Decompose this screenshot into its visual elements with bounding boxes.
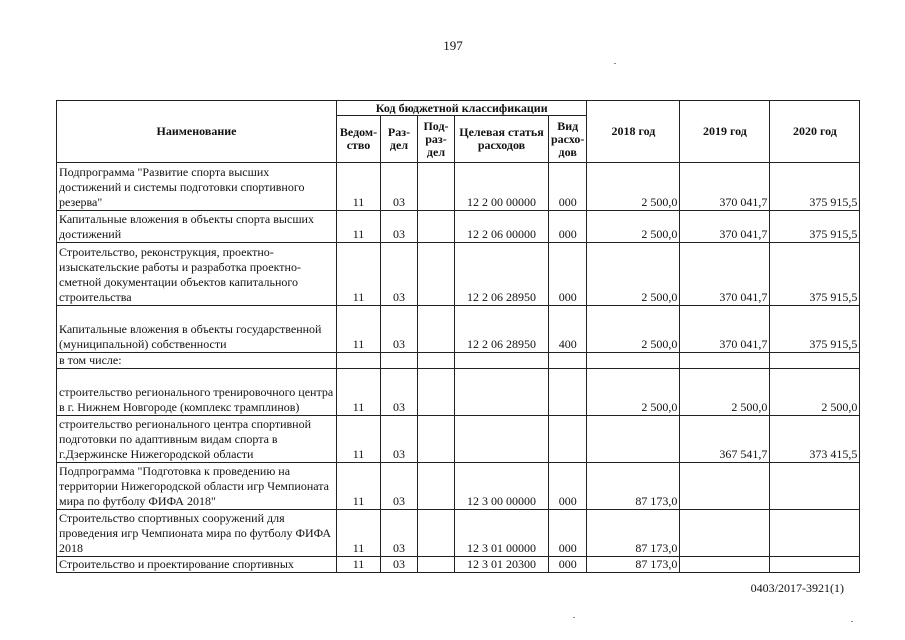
row-podrazdel bbox=[418, 369, 455, 416]
row-podrazdel bbox=[418, 211, 455, 243]
row-vedomstvo: 11 bbox=[337, 243, 381, 306]
header-vedomstvo: Ведом-ство bbox=[337, 116, 381, 163]
document-code: 0403/2017-3921(1) bbox=[750, 581, 844, 595]
row-value-2019: 370 041,7 bbox=[680, 211, 770, 243]
row-vid-rashodov: 400 bbox=[549, 306, 587, 353]
row-value-2020: 375 915,5 bbox=[770, 163, 860, 211]
scan-speck bbox=[851, 621, 853, 622]
row-vedomstvo: 11 bbox=[337, 557, 381, 573]
row-podrazdel bbox=[418, 163, 455, 211]
row-celevaya-statya: 12 3 01 20300 bbox=[455, 557, 549, 573]
header-razdel: Раз-дел bbox=[381, 116, 418, 163]
row-name: Строительство, реконструкция, проектно-изыскательские работы и разработка проектно-сметной документации объектов капитального строительства bbox=[57, 243, 337, 306]
row-podrazdel bbox=[418, 557, 455, 573]
row-value-2020 bbox=[770, 353, 860, 369]
row-podrazdel bbox=[418, 463, 455, 510]
row-value-2020 bbox=[770, 557, 860, 573]
row-razdel: 03 bbox=[381, 369, 418, 416]
row-value-2020: 375 915,5 bbox=[770, 211, 860, 243]
row-podrazdel bbox=[418, 306, 455, 353]
row-value-2018: 2 500,0 bbox=[587, 211, 680, 243]
row-vedomstvo bbox=[337, 353, 381, 369]
row-value-2019: 370 041,7 bbox=[680, 243, 770, 306]
row-razdel: 03 bbox=[381, 510, 418, 557]
row-razdel bbox=[381, 353, 418, 369]
row-razdel: 03 bbox=[381, 306, 418, 353]
row-value-2019: 367 541,7 bbox=[680, 416, 770, 463]
table-row bbox=[57, 369, 860, 416]
row-vedomstvo: 11 bbox=[337, 211, 381, 243]
table-header bbox=[57, 101, 860, 163]
row-celevaya-statya: 12 3 00 00000 bbox=[455, 463, 549, 510]
table-row bbox=[57, 416, 860, 463]
row-vid-rashodov: 000 bbox=[549, 243, 587, 306]
row-value-2018: 2 500,0 bbox=[587, 163, 680, 211]
row-value-2019: 370 041,7 bbox=[680, 163, 770, 211]
row-razdel: 03 bbox=[381, 243, 418, 306]
row-vid-rashodov: 000 bbox=[549, 211, 587, 243]
header-podrazdel: Под-раз-дел bbox=[418, 116, 455, 163]
row-razdel: 03 bbox=[381, 557, 418, 573]
row-celevaya-statya bbox=[455, 416, 549, 463]
row-value-2018 bbox=[587, 353, 680, 369]
table-row bbox=[57, 557, 860, 573]
row-value-2020 bbox=[770, 510, 860, 557]
row-value-2018: 87 173,0 bbox=[587, 557, 680, 573]
row-value-2018: 2 500,0 bbox=[587, 369, 680, 416]
page-number: 197 bbox=[443, 38, 463, 53]
row-value-2020: 375 915,5 bbox=[770, 306, 860, 353]
row-name: Капитальные вложения в объекты государственной (муниципальной) собственности bbox=[57, 306, 337, 353]
row-celevaya-statya bbox=[455, 369, 549, 416]
row-name: Подпрограмма "Подготовка к проведению на территории Нижегородской области игр Чемпионата мира по футболу ФИФА 2018" bbox=[57, 463, 337, 510]
table-row bbox=[57, 510, 860, 557]
header-year-2019: 2019 год bbox=[680, 101, 770, 163]
row-vid-rashodov bbox=[549, 353, 587, 369]
row-name: Капитальные вложения в объекты спорта высших достижений bbox=[57, 211, 337, 243]
row-celevaya-statya bbox=[455, 353, 549, 369]
header-year-2018: 2018 год bbox=[587, 101, 680, 163]
row-value-2019 bbox=[680, 353, 770, 369]
header-year-2020: 2020 год bbox=[770, 101, 860, 163]
row-vid-rashodov: 000 bbox=[549, 163, 587, 211]
row-celevaya-statya: 12 2 06 28950 bbox=[455, 243, 549, 306]
header-name: Наименование bbox=[57, 101, 337, 163]
row-vedomstvo: 11 bbox=[337, 510, 381, 557]
row-name: Подпрограмма "Развитие спорта высших достижений и системы подготовки спортивного резерва" bbox=[57, 163, 337, 211]
row-name: Строительство спортивных сооружений для проведения игр Чемпионата мира по футболу ФИФА 2018 bbox=[57, 510, 337, 557]
row-vid-rashodov: 000 bbox=[549, 557, 587, 573]
row-vedomstvo: 11 bbox=[337, 369, 381, 416]
row-name: Строительство и проектирование спортивных bbox=[57, 557, 337, 573]
row-vedomstvo: 11 bbox=[337, 416, 381, 463]
row-vedomstvo: 11 bbox=[337, 463, 381, 510]
row-value-2019 bbox=[680, 557, 770, 573]
row-vedomstvo: 11 bbox=[337, 306, 381, 353]
row-value-2018: 87 173,0 bbox=[587, 510, 680, 557]
row-value-2020 bbox=[770, 463, 860, 510]
row-vid-rashodov: 000 bbox=[549, 463, 587, 510]
row-razdel: 03 bbox=[381, 163, 418, 211]
row-value-2020: 373 415,5 bbox=[770, 416, 860, 463]
scan-speck bbox=[573, 617, 575, 618]
row-vid-rashodov: 000 bbox=[549, 510, 587, 557]
row-value-2020: 2 500,0 bbox=[770, 369, 860, 416]
row-value-2018: 2 500,0 bbox=[587, 306, 680, 353]
row-podrazdel bbox=[418, 510, 455, 557]
table-row bbox=[57, 211, 860, 243]
row-razdel: 03 bbox=[381, 463, 418, 510]
row-value-2018: 2 500,0 bbox=[587, 243, 680, 306]
row-value-2019: 370 041,7 bbox=[680, 306, 770, 353]
row-podrazdel bbox=[418, 243, 455, 306]
row-value-2018 bbox=[587, 416, 680, 463]
row-value-2019 bbox=[680, 463, 770, 510]
scan-speck bbox=[614, 63, 616, 64]
table-row bbox=[57, 243, 860, 306]
row-celevaya-statya: 12 2 06 28950 bbox=[455, 306, 549, 353]
table-row bbox=[57, 463, 860, 510]
budget-table bbox=[56, 100, 860, 573]
header-vid-rashodov: Вид расхо-дов bbox=[549, 116, 587, 163]
row-podrazdel bbox=[418, 353, 455, 369]
row-value-2019 bbox=[680, 510, 770, 557]
header-celevaya-statya: Целевая статья расходов bbox=[455, 116, 549, 163]
row-celevaya-statya: 12 2 00 00000 bbox=[455, 163, 549, 211]
table-row bbox=[57, 306, 860, 353]
table-body bbox=[57, 163, 860, 573]
row-razdel: 03 bbox=[381, 416, 418, 463]
row-vid-rashodov bbox=[549, 369, 587, 416]
row-celevaya-statya: 12 3 01 00000 bbox=[455, 510, 549, 557]
table-row bbox=[57, 163, 860, 211]
row-name: строительство регионального центра спортивной подготовки по адаптивным видам спорта в г.Дзержинске Нижегородской области bbox=[57, 416, 337, 463]
row-name: строительство регионального тренировочного центра в г. Нижнем Новгороде (комплекс трамплинов) bbox=[57, 369, 337, 416]
row-razdel: 03 bbox=[381, 211, 418, 243]
row-value-2018: 87 173,0 bbox=[587, 463, 680, 510]
row-vedomstvo: 11 bbox=[337, 163, 381, 211]
row-vid-rashodov bbox=[549, 416, 587, 463]
row-value-2020: 375 915,5 bbox=[770, 243, 860, 306]
row-podrazdel bbox=[418, 416, 455, 463]
row-name: в том числе: bbox=[57, 353, 337, 369]
table-row bbox=[57, 353, 860, 369]
header-budget-code-group: Код бюджетной классификации bbox=[337, 101, 587, 116]
row-value-2019: 2 500,0 bbox=[680, 369, 770, 416]
row-celevaya-statya: 12 2 06 00000 bbox=[455, 211, 549, 243]
